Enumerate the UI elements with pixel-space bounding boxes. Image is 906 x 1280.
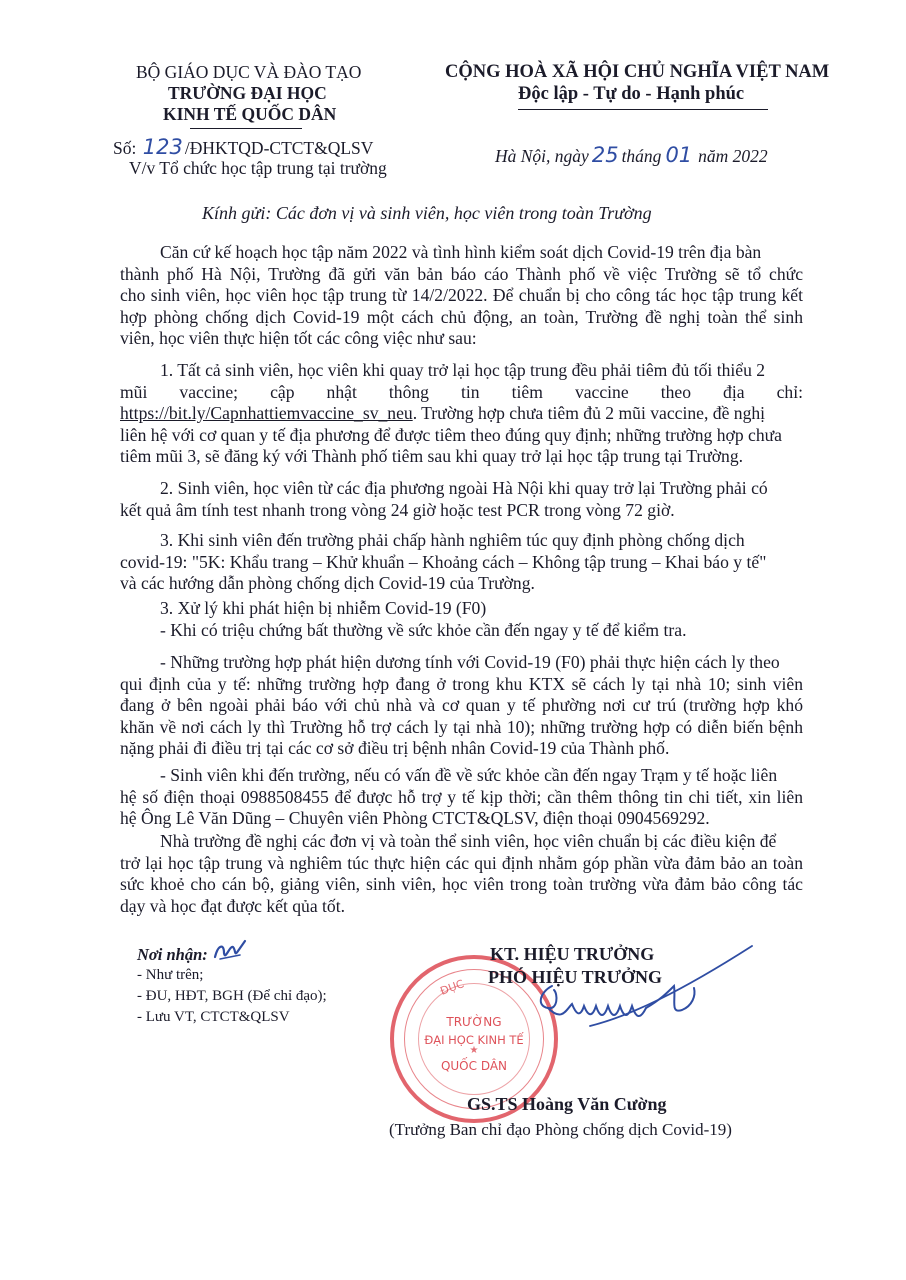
bullet-3 xyxy=(120,765,803,830)
intro-paragraph xyxy=(120,242,803,350)
recipients-title: Nơi nhận: xyxy=(137,945,208,964)
seal-top-text: ĐỤC xyxy=(438,977,466,998)
item-3-line: và các hướng dẫn phòng chống dịch Covid-19 của Trường. xyxy=(120,573,535,593)
bullet-3-line: hệ số điện thoại 0988508455 để được hỗ trợ y tế kịp thời; cần thêm thông tin chi tiết, xin liên xyxy=(120,786,803,807)
motto-underline xyxy=(518,109,768,110)
item-3-line: covid-19: "5K: Khẩu trang – Khử khuẩn – Khoảng cách – Không tập trung – Khai báo y tế" xyxy=(120,551,767,572)
recipient-item: - ĐU, HĐT, BGH (Để chỉ đạo); xyxy=(137,988,327,1004)
closing-line: trở lại học tập trung và nghiêm túc thực hiện các qui định nhằm góp phần vừa đảm bảo an toàn xyxy=(120,852,803,873)
intro-line: hợp phòng chống dịch Covid-19 một cách chủ động, an toàn, Trường đề nghị toàn thể sinh xyxy=(120,306,803,327)
intro-line: cho sinh viên, học viên học tập trung từ 14/2/2022. Để chuẩn bị cho công tác học tập trung kết xyxy=(120,285,803,305)
date-line xyxy=(495,143,768,167)
ministry-name: BỘ GIÁO DỤC VÀ ĐÀO TẠO xyxy=(136,62,362,82)
initials-signature xyxy=(212,937,248,965)
number-suffix: /ĐHKTQD-CTCT&QLSV xyxy=(184,138,374,158)
bullet-2-line: đang ở bên ngoài phải báo với chủ nhà và cơ quan y tế phường nơi cư trú (trường hợp khó xyxy=(120,695,803,715)
signer-name: GS.TS Hoàng Văn Cường xyxy=(467,1094,667,1114)
bullet-2-line: nặng phải đi điều trị tại các cơ sở điều trị bệnh nhân Covid-19 của Thành phố. xyxy=(120,738,670,758)
date-day-handwritten: 25 xyxy=(591,143,619,167)
bullet-2-line: qui định của y tế: những trường hợp đang ở trong khu KTX sẽ cách ly tại nhà 10; sinh viên xyxy=(120,673,803,694)
intro-line: viên, học viên thực hiện tốt các công việc như sau: xyxy=(120,328,477,348)
vaccine-update-link[interactable]: https://bit.ly/Capnhattiemvaccine_sv_neu xyxy=(120,403,413,423)
date-year-label: năm 2022 xyxy=(698,146,768,166)
subject-line: V/v Tổ chức học tập trung tại trường xyxy=(129,158,387,178)
item-1-line: tiêm mũi 3, sẽ đăng ký với Thành phố tiêm sau khi quay trở lại học tập trung tại Trường. xyxy=(120,446,744,466)
bullet-3-line: - Sinh viên khi đến trường, nếu có vấn đề về sức khỏe cần đến ngay Trạm y tế hoặc liên xyxy=(160,765,778,785)
item-3-line: 3. Khi sinh viên đến trường phải chấp hành nghiêm túc quy định phòng chống dịch xyxy=(160,530,745,550)
recipient-item: - Như trên; xyxy=(137,967,204,983)
number-prefix: Số: xyxy=(113,138,137,158)
bullet-1: - Khi có triệu chứng bất thường về sức khỏe cần đến ngay y tế để kiểm tra. xyxy=(160,619,687,640)
signature-role-1: KT. HIỆU TRƯỞNG xyxy=(490,944,655,964)
seal-line-1: TRƯỜNG xyxy=(446,1015,502,1029)
recipient-item: - Lưu VT, CTCT&QLSV xyxy=(137,1009,290,1025)
date-place: Hà Nội, ngày xyxy=(495,146,589,166)
bullet-2-line: khăn về nơi cách ly thì Trường hỗ trợ cách ly tại nhà 10); những trường hợp có diễn biến bệnh xyxy=(120,716,803,737)
document-number xyxy=(113,135,373,159)
number-handwritten: 123 xyxy=(142,135,183,159)
item-2 xyxy=(120,478,803,521)
seal-star-icon: ★ xyxy=(469,1045,479,1056)
item-2-line: 2. Sinh viên, học viên từ các địa phương ngoài Hà Nội khi quay trở lại Trường phải có xyxy=(160,478,768,498)
bullet-2-line: - Những trường hợp phát hiện dương tính với Covid-19 (F0) phải thực hiện cách ly theo xyxy=(160,652,780,672)
date-month-label: tháng xyxy=(621,146,662,166)
item-3-f0-title: 3. Xử lý khi phát hiện bị nhiễm Covid-19 (F0) xyxy=(160,598,487,618)
item-1-line-rest: . Trường hợp chưa tiêm đủ 2 mũi vaccine, đề nghị xyxy=(412,403,766,423)
seal-line-3: QUỐC DÂN xyxy=(440,1059,508,1073)
date-month-handwritten: 01 xyxy=(665,143,693,167)
signer-title: (Trưởng Ban chỉ đạo Phòng chống dịch Covid-19) xyxy=(389,1120,732,1139)
recipient-line: Kính gửi: Các đơn vị và sinh viên, học viên trong toàn Trường xyxy=(202,203,652,223)
seal-line-2: ĐẠI HỌC KINH TẾ xyxy=(424,1033,524,1047)
school-name-line1: TRƯỜNG ĐẠI HỌC xyxy=(168,83,327,103)
closing-line: dạy và học đạt được kết qủa tốt. xyxy=(120,895,346,916)
item-1-line: 1. Tất cả sinh viên, học viên khi quay trở lại học tập trung đều phải tiêm đủ tối thiểu 2 xyxy=(160,360,766,380)
item-1-line: mũi vaccine; cập nhật thông tin tiêm vaccine theo địa chỉ: xyxy=(120,381,803,402)
intro-line: Căn cứ kế hoạch học tập năm 2022 và tình hình kiểm soát dịch Covid-19 trên địa bàn xyxy=(160,242,762,262)
item-1-line xyxy=(120,403,803,425)
item-3-f0 xyxy=(120,598,803,641)
closing-paragraph xyxy=(120,831,803,917)
item-1 xyxy=(120,360,803,468)
nation-name: CỘNG HOÀ XÃ HỘI CHỦ NGHĨA VIỆT NAM xyxy=(445,62,830,82)
handwritten-signature xyxy=(470,940,760,1040)
school-underline xyxy=(190,128,302,129)
bullet-2 xyxy=(120,652,803,760)
bullet-3-line: hệ Ông Lê Văn Dũng – Chuyên viên Phòng CTCT&QLSV, điện thoại 0904569292. xyxy=(120,808,710,828)
intro-line: thành phố Hà Nội, Trường đã gửi văn bản báo cáo Thành phố về việc Trường sẽ tổ chức xyxy=(120,263,803,284)
item-3 xyxy=(120,530,803,595)
national-motto: Độc lập - Tự do - Hạnh phúc xyxy=(518,84,745,104)
school-name-line2: KINH TẾ QUỐC DÂN xyxy=(163,104,337,124)
signature-role-2: PHÓ HIỆU TRƯỞNG xyxy=(488,967,663,987)
closing-line: Nhà trường đề nghị các đơn vị và toàn thể sinh viên, học viên chuẩn bị các điều kiện để xyxy=(160,831,777,851)
item-2-line: kết quả âm tính test nhanh trong vòng 24 giờ hoặc test PCR trong vòng 72 giờ. xyxy=(120,499,675,520)
closing-line: sức khoẻ cho cán bộ, giảng viên, sinh viên, học viên trong toàn trường vừa đảm bảo công tác xyxy=(120,874,803,894)
item-1-line: liên hệ với cơ quan y tế địa phương để được tiêm theo đúng quy định; những trường hợp chưa xyxy=(120,424,782,445)
